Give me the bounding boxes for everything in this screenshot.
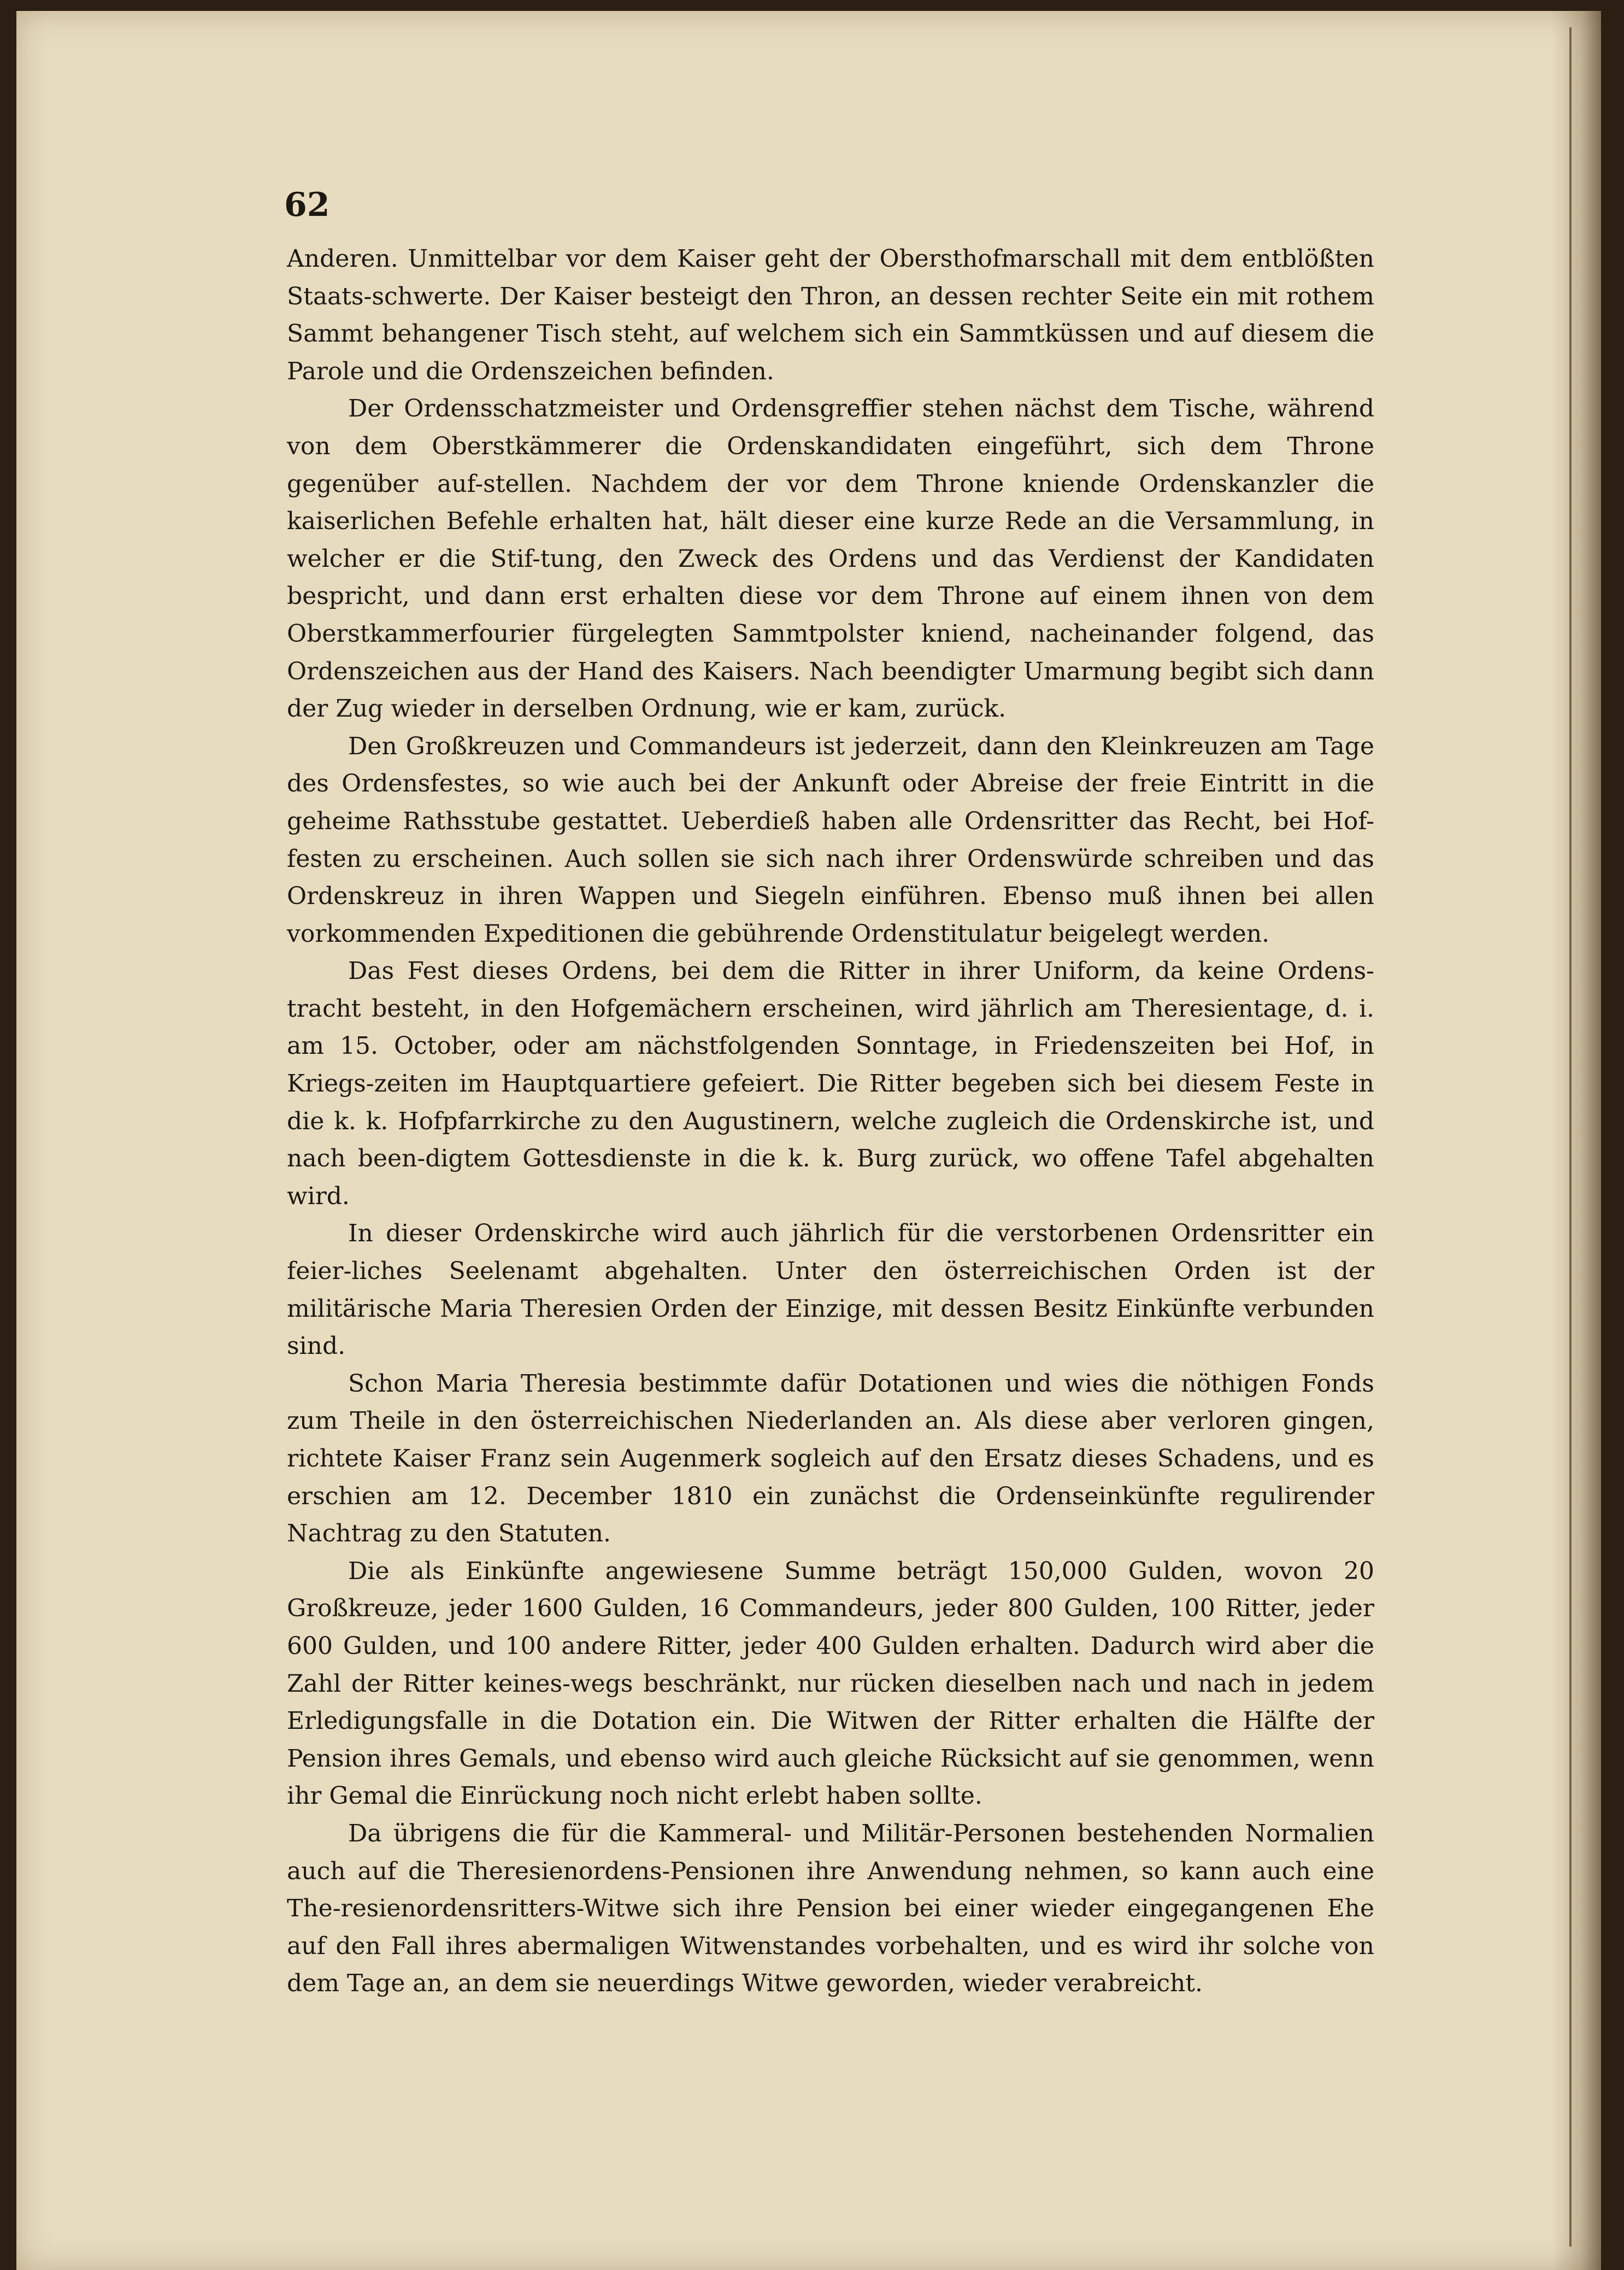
paragraph-3: Den Großkreuzen und Commandeurs ist jederzeit, dann den Kleinkreuzen am Tage des Ordensfestes, so wie auch bei der Ankunft oder Abreise der freie Eintritt in die geheime Rathsstube gestattet. Ueberdieß haben alle Ordensritter das Recht, bei Hof-festen zu erscheinen. Auch sollen sie sich nach ihrer Ordenswürde schreiben und das Ordenskreuz in ihren Wappen und Siegeln einführen. Ebenso muß ihnen bei allen vorkommenden Expeditionen die gebührende Ordenstitulatur beigelegt werden. xyxy=(287,732,1374,948)
paragraph-6: Schon Maria Theresia bestimmte dafür Dotationen und wies die nöthigen Fonds zum Theile in den österreichischen Niederlanden an. Als diese aber verloren gingen, richtete Kaiser Franz sein Augenmerk sogleich auf den Ersatz dieses Schadens, und es erschien am 12. December 1810 ein zunächst die Ordenseinkünfte regulirender Nachtrag zu den Statuten. xyxy=(287,1369,1374,1548)
paragraph-2: Der Ordensschatzmeister und Ordensgreffier stehen nächst dem Tische, während von dem Oberstkämmerer die Ordenskandidaten eingeführt, sich dem Throne gegenüber auf-stellen. Nachdem der vor dem Throne kniende Ordenskanzler die kaiserlichen Befehle erhalten hat, hält dieser eine kurze Rede an die Versammlung, in welcher er die Stif-tung, den Zweck des Ordens und das Verdienst der Kandidaten bespricht, und dann erst erhalten diese vor dem Throne auf einem ihnen von dem Oberstkammerfourier fürgelegten Sammtpolster kniend, nacheinander folgend, das Ordenszeichen aus der Hand des Kaisers. Nach beendigter Umarmung begibt sich dann der Zug wieder in derselben Ordnung, wie er kam, zurück. xyxy=(287,395,1374,723)
paragraph-7: Die als Einkünfte angewiesene Summe beträgt 150,000 Gulden, wovon 20 Großkreuze, jeder 1600 Gulden, 16 Commandeurs, jeder 800 Gulden, 100 Ritter, jeder 600 Gulden, und 100 andere Ritter, jeder 400 Gulden erhalten. Dadurch wird aber die Zahl der Ritter keines-wegs beschränkt, nur rücken dieselben nach und nach in jedem Erledigungsfalle in die Dotation ein. Die Witwen der Ritter erhalten die Hälfte der Pension ihres Gemals, und ebenso wird auch gleiche Rücksicht auf sie genommen, wenn ihr Gemal die Einrückung noch nicht erlebt haben sollte. xyxy=(287,1557,1374,1810)
page-edge-line xyxy=(1569,27,1572,2246)
book-page xyxy=(16,11,1601,2270)
paragraph-8: Da übrigens die für die Kammeral- und Militär-Personen bestehenden Normalien auch auf die Theresienordens-Pensionen ihre Anwendung nehmen, so kann auch eine The-resienordensritters-Witwe sich ihre Pension bei einer wieder eingegangenen Ehe auf den Fall ihres abermaligen Witwenstandes vorbehalten, und es wird ihr solche von dem Tage an, an dem sie neuerdings Witwe geworden, wieder verabreicht. xyxy=(287,1819,1374,1998)
paragraph-5: In dieser Ordenskirche wird auch jährlich für die verstorbenen Ordensritter ein feier-liches Seelenamt abgehalten. Unter den österreichischen Orden ist der militärische Maria Theresien Orden der Einzige, mit dessen Besitz Einkünfte verbunden sind. xyxy=(287,1219,1374,1360)
paragraph-4: Das Fest dieses Ordens, bei dem die Ritter in ihrer Uniform, da keine Ordens-tracht besteht, in den Hofgemächern erscheinen, wird jährlich am Theresientage, d. i. am 15. October, oder am nächstfolgenden Sonntage, in Friedenszeiten bei Hof, in Kriegs-zeiten im Hauptquartiere gefeiert. Die Ritter begeben sich bei diesem Feste in die k. k. Hofpfarrkirche zu den Augustinern, welche zugleich die Ordenskirche ist, und nach been-digtem Gottesdienste in die k. k. Burg zurück, wo offene Tafel abgehalten wird. xyxy=(287,957,1374,1210)
body-text xyxy=(287,241,1374,2003)
page-number: 62 xyxy=(284,186,330,224)
page-binding-shadow xyxy=(1552,11,1601,2270)
paragraph-1: Anderen. Unmittelbar vor dem Kaiser geht der Obersthofmarschall mit dem entblößten Staats-schwerte. Der Kaiser besteigt den Thron, an dessen rechter Seite ein mit rothem Sammt behangener Tisch steht, auf welchem sich ein Sammtküssen und auf diesem die Parole und die Ordenszeichen befinden. xyxy=(287,245,1374,385)
